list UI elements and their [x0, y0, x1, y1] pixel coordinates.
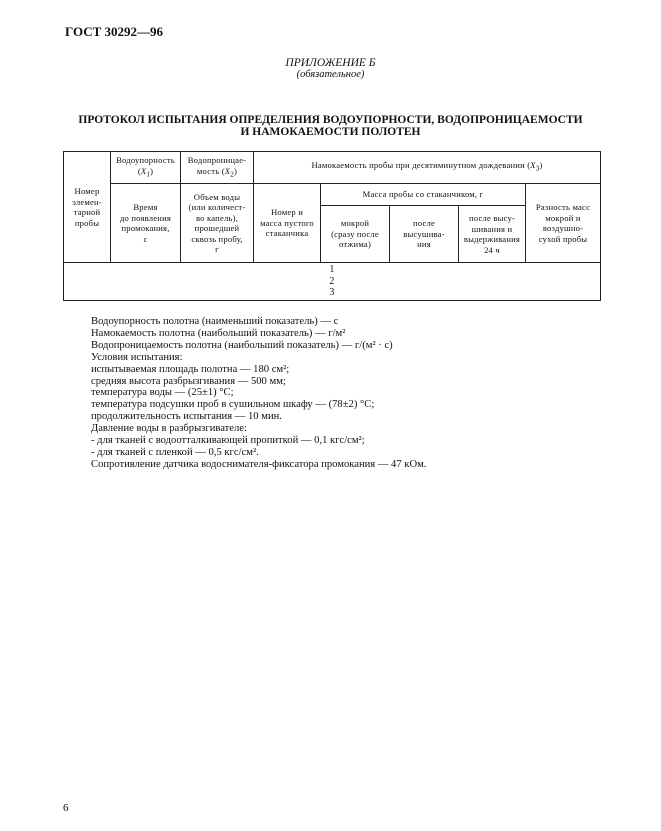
row-number: 1 — [329, 264, 335, 275]
table-row — [64, 263, 601, 301]
note-line: - для тканей с водоотталкивающей пропиткой — 0,1 кгс/см²; — [91, 435, 365, 447]
protocol-title — [60, 114, 601, 138]
header-mass-difference: Разность масс мокрой и воздушно- сухой пробы — [526, 184, 601, 263]
row-number: 3 — [329, 287, 335, 298]
note-line: средняя высота разбрызгивания — 500 мм; — [91, 375, 286, 387]
header-water-volume: Объем воды (или количест- во капель), прошедшей сквозь пробу, г — [181, 184, 254, 263]
note-line: Сопротивление датчика водоснимателя-фиксатора промокания — 47 кОм. — [91, 458, 427, 470]
protocol-table — [63, 151, 601, 301]
test-notes — [91, 316, 426, 471]
header-waterproofness: Водоупорность $(X_1)$ — [111, 152, 181, 184]
protocol-title-line2: И НАМОКАЕМОСТИ ПОЛОТЕН — [240, 126, 421, 138]
header-wetting: Намокаемость пробы при десятиминутном дождевании $(X_3)$ — [254, 152, 601, 184]
header-mass-held: после высу- шивания и выдерживания 24 ч — [459, 206, 526, 263]
row-number: 2 — [329, 275, 335, 287]
header-time-to-soak: Время до появления промокания, с — [111, 184, 181, 263]
header-cup-number-mass: Номер и масса пустого стаканчика — [254, 184, 321, 263]
note-line: Намокаемость полотна (наибольший показатель) — г/м² — [91, 327, 346, 339]
page-number: 6 — [63, 802, 69, 814]
header-mass-with-cup: Масса пробы со стаканчиком, г — [321, 184, 526, 206]
note-line: Водоупорность полотна (наименьший показатель) — с — [91, 316, 339, 327]
header-sample-number: Номер элемен- тарной пробы — [64, 152, 111, 263]
header-mass-wet: мокрой (сразу после отжима) — [321, 206, 390, 263]
appendix-title: ПРИЛОЖЕНИЕ Б — [285, 57, 376, 69]
note-line: Условия испытания: — [91, 351, 183, 363]
row-numbers — [64, 263, 601, 301]
note-line: продолжительность испытания — 10 мин. — [91, 411, 282, 423]
note-line: - для тканей с пленкой — 0,5 кгс/см². — [91, 446, 259, 458]
note-line: Водопроницаемость полотна (наибольший показатель) — г/(м² · с) — [91, 339, 393, 351]
document-code: ГОСТ 30292—96 — [65, 24, 164, 39]
protocol-title-line1: ПРОТОКОЛ ИСПЫТАНИЯ ОПРЕДЕЛЕНИЯ ВОДОУПОРНОСТИ, ВОДОПРОНИЦАЕМОСТИ — [78, 114, 583, 126]
header-mass-dried: после высушива- ния — [390, 206, 459, 263]
note-line: температура подсушки проб в сушильном шкафу — (78±2) °С; — [91, 399, 375, 411]
appendix-subtitle: (обязательное) — [296, 69, 365, 80]
appendix-heading — [0, 57, 661, 81]
note-line: температура воды — (25±1) °С; — [91, 387, 234, 399]
note-line: испытываемая площадь полотна — 180 см²; — [91, 363, 290, 375]
note-line: Давление воды в разбрызгивателе: — [91, 423, 247, 435]
header-permeability: Водопроницае- мость $(X_2)$ — [181, 152, 254, 184]
